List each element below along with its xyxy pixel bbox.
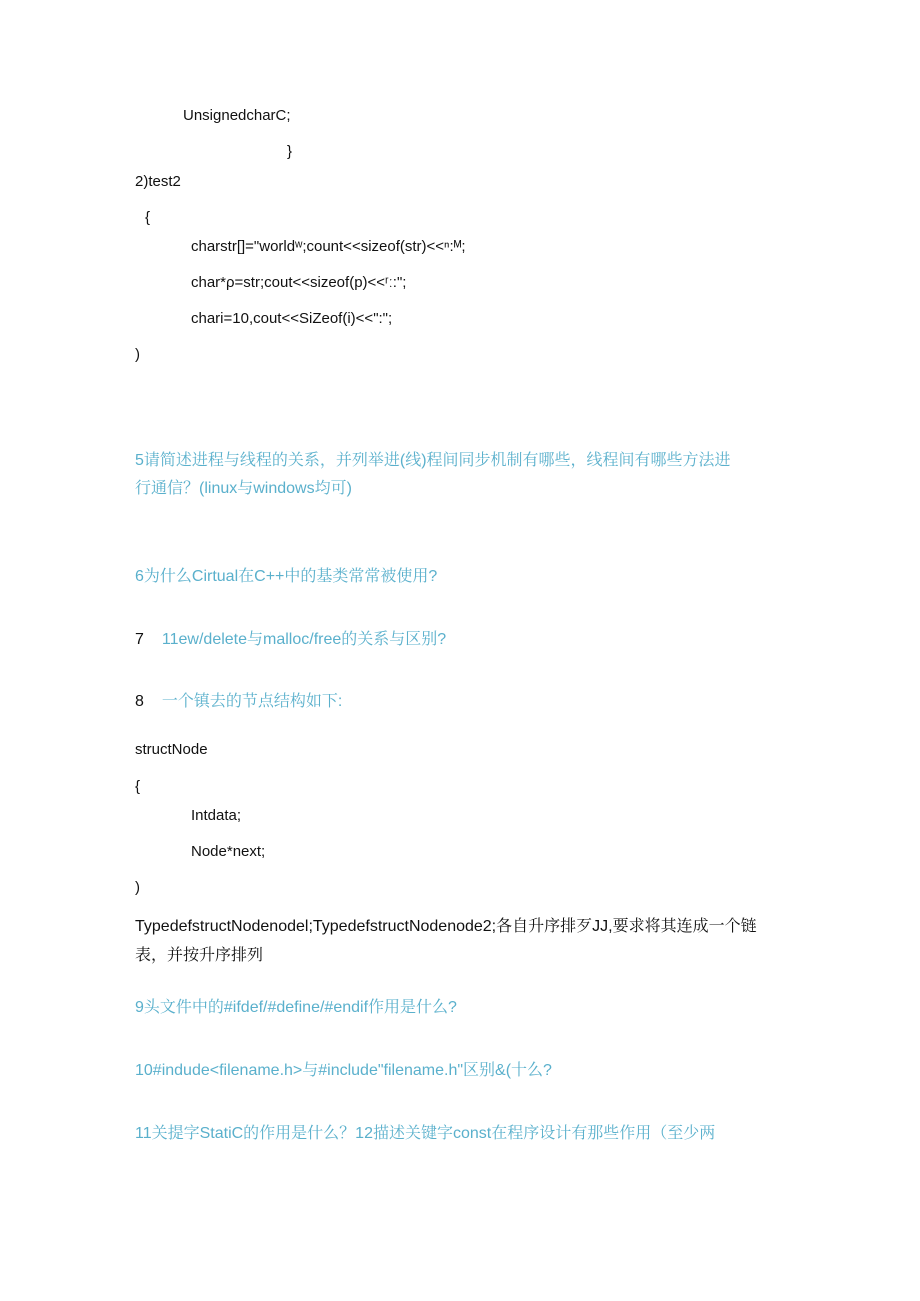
question-10: 10#indude<filename.h>与#include"filename.h"区别&(十么? (135, 1062, 552, 1079)
code-line: } (287, 143, 293, 160)
code-line: 2)test2 (135, 173, 181, 190)
question-8-desc-line-2: 表，并按升序排列 (135, 947, 264, 964)
question-8-desc-line-1: TypedefstructNodenodel;TypedefstructNodenode2;各自升序排歹JJ,要求将其连成一个链 (135, 918, 757, 935)
question-7-number: 7 (135, 631, 144, 648)
code-line: ) (135, 346, 140, 363)
code-line: { (135, 778, 141, 795)
question-5-line-1: 5请简述进程与线程的关系，并列举进(线)程间同步机制有哪些，线程间有哪些方法进 (135, 452, 731, 469)
code-line: Intdata; (191, 807, 242, 824)
code-line: ) (135, 879, 140, 896)
code-line: char*ρ=str;cout<<sizeof(p)<<ʳː:"; (191, 274, 407, 291)
code-line: UnsignedcharC; (183, 107, 291, 124)
question-6: 6为什么Cirtual在C++中的基类常常被使用? (135, 568, 438, 585)
code-line: { (145, 209, 151, 226)
question-8-number: 8 (135, 693, 144, 710)
question-7-text: 11ew/delete与malloc/free的关系与区别? (161, 631, 447, 648)
code-line: Node*next; (191, 843, 266, 860)
question-9: 9头文件中的#ifdef/#define/#endif作用是什么? (135, 999, 457, 1016)
question-8-text: 一个镇去的节点结构如下: (161, 693, 343, 710)
code-line: charstr[]="worldʷ;count<<sizeof(str)<<ⁿ:ᴹ; (191, 238, 466, 255)
question-5-line-2: 行通信？(linux与windows均可) (135, 480, 352, 497)
question-8 (135, 692, 342, 712)
code-line: chari=10,cout<<SiZeof(i)<<":"; (191, 310, 393, 327)
question-11-12: 11关提字StatiC的作用是什么？12描述关键字const在程序设计有那些作用（至少两 (135, 1125, 716, 1142)
code-line: structNode (135, 741, 208, 758)
question-7 (135, 630, 446, 650)
